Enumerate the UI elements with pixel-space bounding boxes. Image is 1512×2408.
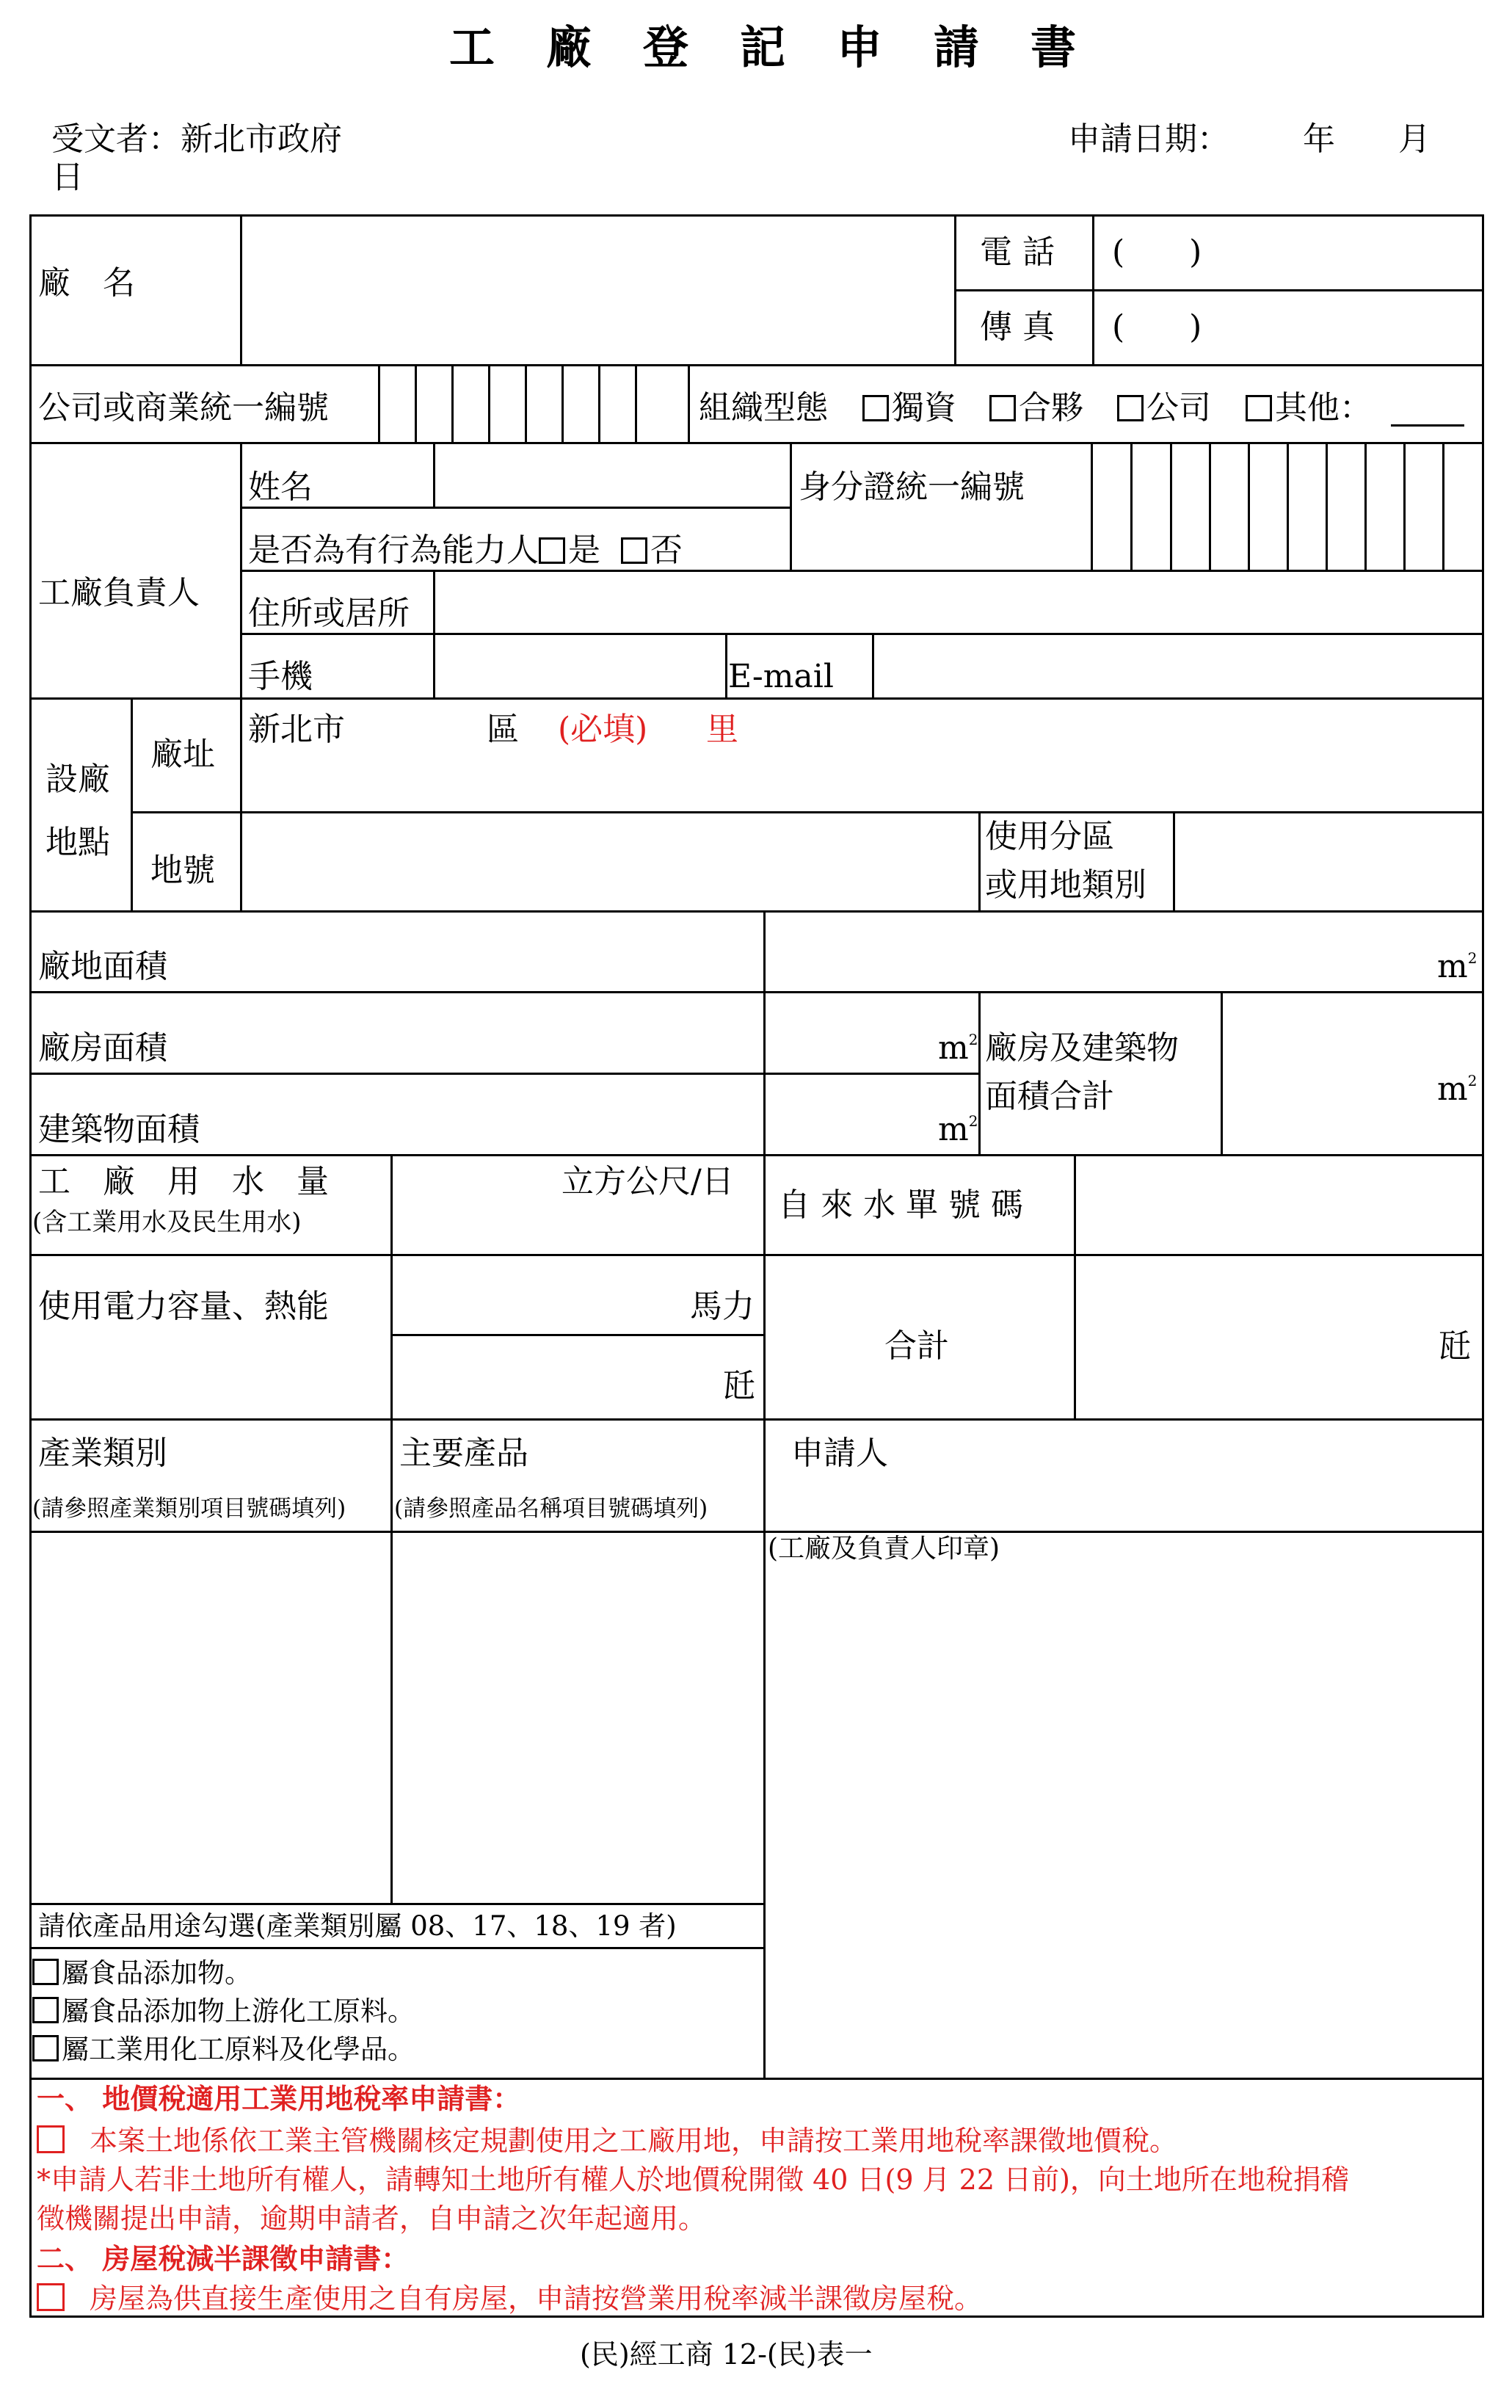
phone-label: 電 話 bbox=[980, 233, 1055, 271]
org-type-other-blank[interactable] bbox=[1391, 424, 1464, 427]
org-type-label: 組織型態 bbox=[699, 389, 828, 427]
apply-date-day[interactable]: 日 bbox=[51, 159, 84, 196]
org-type-other[interactable]: 其他： bbox=[1246, 392, 1372, 424]
checkbox-icon[interactable] bbox=[989, 395, 1016, 421]
factory-name-label: 廠 名 bbox=[38, 264, 135, 302]
capacity-no-checkbox[interactable] bbox=[621, 537, 647, 564]
tax-section-2-item[interactable]: 房屋為供直接生產使用之自有房屋，申請按營業用稅率減半課徵房屋稅。 bbox=[37, 2283, 982, 2313]
address-required-note: (必填) bbox=[558, 711, 648, 748]
water-unit[interactable]: 立方公尺/日 bbox=[561, 1163, 734, 1200]
product-note: (請參照產品名稱項目號碼填列) bbox=[394, 1495, 708, 1522]
zoning-label-2: 或用地類別 bbox=[985, 866, 1146, 904]
factory-area-unit[interactable]: $m^2$ bbox=[938, 1029, 978, 1067]
industry-note: (請參照產業類別項目號碼填列) bbox=[32, 1495, 346, 1522]
usage-prompt: 請依產品用途勾選(產業類別屬 08、17、18、19 者) bbox=[38, 1910, 677, 1942]
power-label: 使用電力容量、熱能 bbox=[38, 1288, 329, 1325]
water-meter-field[interactable] bbox=[1076, 1156, 1483, 1252]
capacity-no-label: 否 bbox=[650, 532, 683, 569]
lot-label: 地號 bbox=[150, 852, 215, 889]
org-type-sole[interactable]: 獨資 bbox=[862, 392, 956, 424]
usage-option-1[interactable]: 屬食品添加物。 bbox=[32, 1959, 252, 1987]
usage-option-3[interactable]: 屬工業用化工原料及化學品。 bbox=[32, 2035, 415, 2063]
apply-date-year[interactable]: 年 bbox=[1303, 120, 1335, 158]
address-city: 新北市 bbox=[248, 711, 345, 748]
apply-date-label: 申請日期： bbox=[1068, 120, 1229, 158]
owner-mobile-field[interactable] bbox=[436, 635, 724, 697]
owner-mobile-label: 手機 bbox=[248, 658, 313, 695]
fax-label: 傳 真 bbox=[980, 308, 1055, 346]
org-type-company[interactable]: 公司 bbox=[1117, 392, 1211, 424]
owner-name-label: 姓名 bbox=[248, 468, 313, 506]
checkbox-icon[interactable] bbox=[37, 2125, 65, 2153]
checkbox-icon[interactable] bbox=[862, 395, 889, 421]
apply-date-month[interactable]: 月 bbox=[1398, 120, 1431, 158]
power-kw-unit[interactable]: 瓩 bbox=[723, 1367, 755, 1404]
power-total-label: 合計 bbox=[884, 1327, 949, 1365]
location-label-2: 地點 bbox=[46, 824, 110, 861]
capacity-yes-checkbox[interactable] bbox=[539, 537, 565, 564]
building-area-unit[interactable]: $m^2$ bbox=[938, 1111, 978, 1148]
address-district[interactable]: 區 bbox=[487, 711, 519, 748]
zoning-label-1: 使用分區 bbox=[985, 818, 1114, 855]
water-meter-label: 自 來 水 單 號 碼 bbox=[778, 1186, 1023, 1224]
owner-email-label: E-mail bbox=[728, 658, 834, 695]
unified-no-label: 公司或商業統一編號 bbox=[38, 389, 329, 427]
total-area-unit[interactable]: $m^2$ bbox=[1437, 1070, 1478, 1108]
address-village[interactable]: 里 bbox=[706, 711, 738, 748]
owner-capacity-label: 是否為有行為能力人 bbox=[248, 532, 539, 569]
industry-label: 產業類別 bbox=[38, 1435, 167, 1472]
total-area-label-1: 廠房及建築物 bbox=[985, 1029, 1179, 1067]
applicant-label: 申請人 bbox=[791, 1435, 888, 1472]
owner-email-field[interactable] bbox=[875, 635, 1483, 697]
recipient: 受文者：新北市政府 bbox=[51, 120, 342, 158]
water-label: 工 廠 用 水 量 bbox=[38, 1163, 329, 1200]
land-area-label: 廠地面積 bbox=[38, 948, 167, 985]
applicant-seal-field[interactable] bbox=[766, 1571, 1483, 2076]
usage-option-2[interactable]: 屬食品添加物上游化工原料。 bbox=[32, 1997, 415, 2025]
product-label: 主要產品 bbox=[399, 1435, 528, 1472]
lot-field[interactable] bbox=[242, 813, 976, 909]
land-area-unit[interactable]: $m^2$ bbox=[1437, 948, 1478, 985]
phone-field[interactable]: ( ) bbox=[1112, 233, 1202, 271]
checkbox-icon[interactable] bbox=[1117, 395, 1144, 421]
tax-section-2-title: 二、 房屋稅減半課徵申請書： bbox=[37, 2242, 410, 2275]
total-area-label-2: 面積合計 bbox=[985, 1078, 1114, 1115]
factory-name-field[interactable] bbox=[242, 217, 953, 363]
checkbox-icon[interactable] bbox=[32, 2035, 59, 2061]
water-sublabel: (含工業用水及民生用水) bbox=[32, 1208, 302, 1237]
owner-name-field[interactable] bbox=[436, 444, 788, 506]
fax-field[interactable]: ( ) bbox=[1112, 308, 1202, 346]
owner-address-field[interactable] bbox=[436, 572, 1482, 632]
product-field[interactable] bbox=[393, 1533, 762, 1901]
tax-section-1-item[interactable]: 本案土地係依工業主管機關核定規劃使用之工廠用地，申請按工業用地稅率課徵地價稅。 bbox=[37, 2125, 1177, 2155]
factory-area-label: 廠房面積 bbox=[38, 1029, 167, 1067]
org-type-partnership[interactable]: 合夥 bbox=[989, 392, 1083, 424]
tax-section-1-note-1: *申請人若非土地所有權人，請轉知土地所有權人於地價稅開徵 40 日(9 月 22 日前)，向土地所在地稅捐稽 bbox=[37, 2164, 1349, 2196]
page-title: 工廠登記申請書 bbox=[449, 21, 1128, 74]
checkbox-icon[interactable] bbox=[32, 1997, 59, 2023]
tax-section-1-title: 一、 地價稅適用工業用地稅率申請書： bbox=[37, 2082, 521, 2115]
owner-label: 工廠負責人 bbox=[38, 574, 200, 612]
zoning-field[interactable] bbox=[1176, 813, 1483, 909]
power-hp-unit[interactable]: 馬力 bbox=[690, 1288, 755, 1325]
building-area-label: 建築物面積 bbox=[38, 1111, 200, 1148]
power-total-unit[interactable]: 瓩 bbox=[1439, 1327, 1471, 1365]
checkbox-icon[interactable] bbox=[1246, 395, 1272, 421]
industry-field[interactable] bbox=[32, 1533, 389, 1901]
factory-address-label: 廠址 bbox=[150, 736, 215, 773]
form-code: (民)經工商 12-(民)表一 bbox=[580, 2338, 873, 2371]
capacity-yes-label: 是 bbox=[568, 532, 600, 569]
owner-address-label: 住所或居所 bbox=[248, 595, 410, 632]
location-label-1: 設廠 bbox=[46, 761, 110, 798]
owner-id-label: 身分證統一編號 bbox=[799, 468, 1025, 506]
applicant-seal-label: (工廠及負責人印章) bbox=[768, 1534, 1000, 1564]
checkbox-icon[interactable] bbox=[37, 2283, 65, 2311]
tax-section-1-note-2: 徵機關提出申請，逾期申請者，自申請之次年起適用。 bbox=[37, 2202, 707, 2235]
checkbox-icon[interactable] bbox=[32, 1959, 59, 1985]
